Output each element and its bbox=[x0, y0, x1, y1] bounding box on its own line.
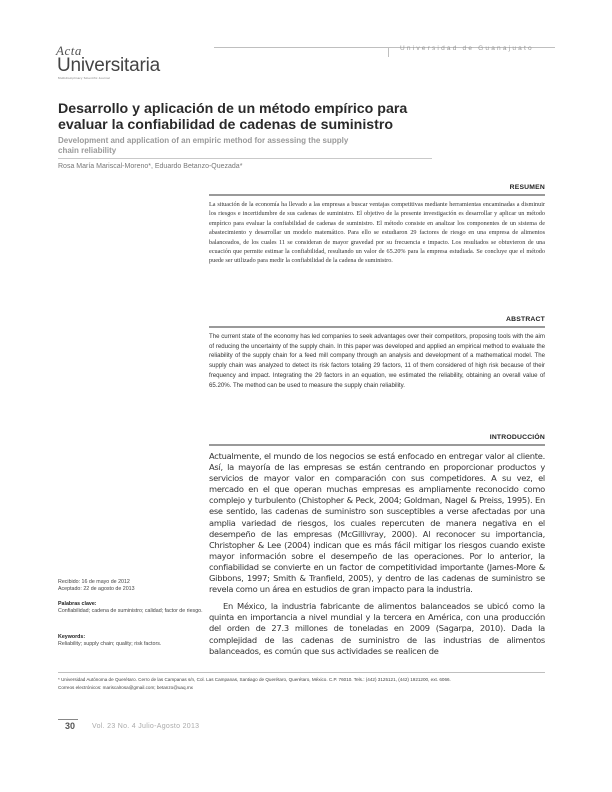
title-rule bbox=[58, 158, 432, 159]
journal-logo-acta: Acta bbox=[56, 43, 82, 58]
footnote-emails: Correos electrónicos: mariscalrosa@gmail.com; betanzo@uaq.mx bbox=[58, 685, 193, 690]
received-date: Recibido: 16 de mayo de 2012 bbox=[58, 579, 130, 585]
title-en-line-2: chain reliability bbox=[58, 146, 117, 155]
journal-logo-subtitle: Multidisciplinary Scientific Journal bbox=[58, 76, 110, 80]
abstract-rule bbox=[209, 326, 545, 328]
keywords-label: Keywords: bbox=[58, 634, 86, 640]
article-title-english bbox=[58, 136, 448, 156]
authors: Rosa María Mariscal-Moreno*, Eduardo Betanzo-Quezada* bbox=[58, 163, 243, 170]
abstract-heading: ABSTRACT bbox=[506, 316, 545, 323]
abstract-text: The current state of the economy has led companies to seek advantages over their competitors, proposing tools with the aim of reducing the uncertainty of the supply chain. In this paper was developed and applied an empirical method to evaluate the reliability of the supply chain for a feed mill company through an analysis and development of a mathematical model. The supply chain was analyzed to detect its risk factors totaling 29 factors, 11 of them considered of high risk because of their frequency and impact. Integrating the 29 factors in an equation, we estimated the reliability, obtaining an overall value of 65.20%. The method can be used to measure the supply chain reliability. bbox=[209, 333, 545, 389]
palabras-clave bbox=[58, 601, 206, 616]
page-number: 30 bbox=[65, 721, 76, 731]
footnote-affiliation: * Universidad Autónoma de Querétaro. Cerro de las Campanas s/n, Col. Las Campanas, Santiago de Querétaro, Querétaro, México. C.P. 76010. Tels.: (442) 3125121, (442) 1921200, ext. 6066. bbox=[58, 677, 451, 682]
footnote bbox=[58, 676, 548, 692]
article-dates bbox=[58, 579, 206, 594]
introduccion-rule bbox=[209, 444, 545, 446]
footnote-rule bbox=[58, 672, 545, 673]
header-divider bbox=[388, 47, 389, 57]
journal-issue: Vol. 23 No. 4 Julio-Agosto 2013 bbox=[92, 723, 200, 730]
title-es-line-1: Desarrollo y aplicación de un método empírico para bbox=[58, 101, 408, 117]
resumen-heading: RESUMEN bbox=[509, 184, 545, 191]
accepted-date: Aceptado: 22 de agosto de 2013 bbox=[58, 586, 135, 593]
resumen-text: La situación de la economía ha llevado a las empresas a buscar ventajas competitivas mediante herramientas encaminadas a disminuir los riesgos e incertidumbre de sus cadenas de suministro. El objetivo de la presente investigación es desarrollar y aplicar un método empírico para evaluar la confiabilidad de cadenas de suministro. El método consiste en analizar los componentes de un sistema de abastecimiento y desarrollar un modelo matemático. Para ello se estudiaron 29 factores de riesgo en una empresa de alimentos balanceados, de los cuales 11 se consideran de mayor gravedad por su frecuencia e impacto. Los resultados se obtuvieron de una ecuación que permite estimar la confiabilidad, resultando un valor de 65.20% para la empresa estudiada. Se concluye que el método puede ser utilizado para medir la confiabilidad de la cadena de suministro. bbox=[209, 201, 545, 265]
keywords bbox=[58, 634, 206, 649]
introduccion-heading: INTRODUCCIÓN bbox=[489, 434, 545, 441]
journal-logo-universitaria: Universitaria bbox=[57, 55, 160, 76]
keywords-text: Reliability; supply chain; quality; risk factors. bbox=[58, 641, 162, 648]
resumen-rule bbox=[209, 194, 545, 196]
intro-paragraph-2: En México, la industria fabricante de alimentos balanceados se ubicó como la quinta en importancia a nivel mundial y la tercera en América, con una producción del orden de 27.3 millones de toneladas en 2009 (Sagarpa, 2010). Dada la complejidad de las cadenas de suministro de las industrias de alimentos balanceados, es común que sus actividades se realicen de bbox=[209, 601, 545, 656]
title-es-line-2: evaluar la confiabilidad de cadenas de suministro bbox=[58, 117, 394, 133]
palabras-clave-text: Confiabilidad; cadena de suministro; calidad; factor de riesgo. bbox=[58, 608, 203, 615]
introduccion-body bbox=[209, 451, 545, 657]
university-name: Universidad de Guanajuato bbox=[400, 45, 534, 52]
intro-paragraph-1: Actualmente, el mundo de los negocios se está enfocado en entregar valor al cliente. Así, la mayoría de las empresas se están centrando en proporcionar productos y servicios de mayor valor en comparación con sus competidores. A su vez, el mercado en el que operan muchas empresas es ampliamente reconocido como complejo y turbulento (Chistopher & Peck, 2004; Goldman, Nagel & Preiss, 1995). En ese sentido, las cadenas de suministro son susceptibles a verse afectadas por una amplia variedad de riesgos, los cuales repercuten de manera negativa en el desempeño de las empresas (McGillivray, 2000). Al reconocer su importancia, Christopher & Lee (2004) indican que es más fácil mitigar los riesgos cuando existe mayor información sobre el desempeño de las operaciones. Por lo anterior, la confiabilidad se convierte en un factor de competitividad importante (James-More & Gibbons, 1997; Smith & Tranfield, 2005), y dentro de las cadenas de suministro se revela como un área en estudios de gran impacto para la industria. bbox=[209, 451, 545, 595]
title-en-line-1: Development and application of an empiric method for assessing the supply bbox=[58, 136, 349, 145]
footer-rule bbox=[58, 719, 78, 720]
article-title-spanish bbox=[58, 101, 458, 133]
palabras-clave-label: Palabras clave: bbox=[58, 601, 97, 607]
